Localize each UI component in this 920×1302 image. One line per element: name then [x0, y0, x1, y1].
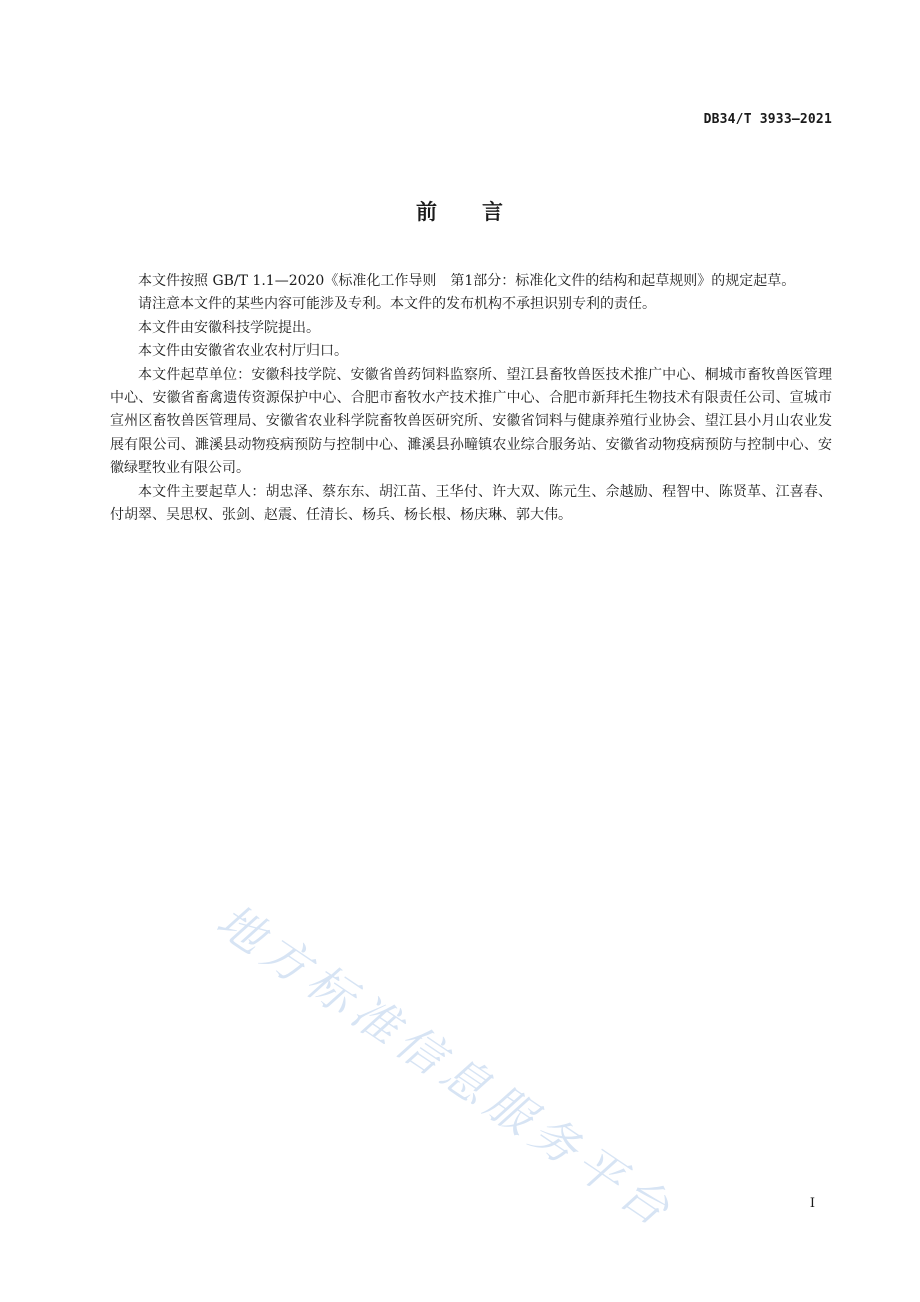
paragraph-drafters: 本文件主要起草人：胡忠泽、蔡东东、胡江苗、王华付、许大双、陈元生、佘越励、程智中、陈贤革、江喜春、付胡翠、吴思权、张剑、赵震、任清长、杨兵、杨长根、杨庆琳、郭大伟。: [110, 483, 832, 524]
section-title-char-1: 前: [416, 200, 438, 224]
paragraph-administrator: 本文件由安徽省农业农村厅归口。: [138, 343, 348, 360]
paragraph-patent-notice: 请注意本文件的某些内容可能涉及专利。本文件的发布机构不承担识别专利的责任。: [138, 296, 656, 313]
watermark: 地方标准信息服务平台: [207, 893, 686, 1240]
section-title: [0, 196, 920, 226]
paragraph-drafting-basis: 本文件按照 GB/T 1.1—2020《标准化工作导则 第1部分：标准化文件的结构和起草规则》的规定起草。: [138, 273, 796, 289]
paragraph-proposer: 本文件由安徽科技学院提出。: [138, 319, 320, 336]
foreword-body: [110, 270, 832, 527]
page-number: I: [809, 1196, 815, 1211]
section-title-char-2: 言: [482, 200, 504, 224]
document-code: DB34/T 3933—2021: [703, 112, 832, 127]
paragraph-drafting-units: 本文件起草单位：安徽科技学院、安徽省兽药饲料监察所、望江县畜牧兽医技术推广中心、桐城市畜牧兽医管理中心、安徽省畜禽遗传资源保护中心、合肥市畜牧水产技术推广中心、合肥市新拜托生物技术有限责任公司、宣城市宣州区畜牧兽医管理局、安徽省农业科学院畜牧兽医研究所、安徽省饲料与健康养殖行业协会、望江县小月山农业发展有限公司、濉溪县动物疫病预防与控制中心、濉溪县孙疃镇农业综合服务站、安徽省动物疫病预防与控制中心、安徽绿墅牧业有限公司。: [110, 366, 832, 477]
